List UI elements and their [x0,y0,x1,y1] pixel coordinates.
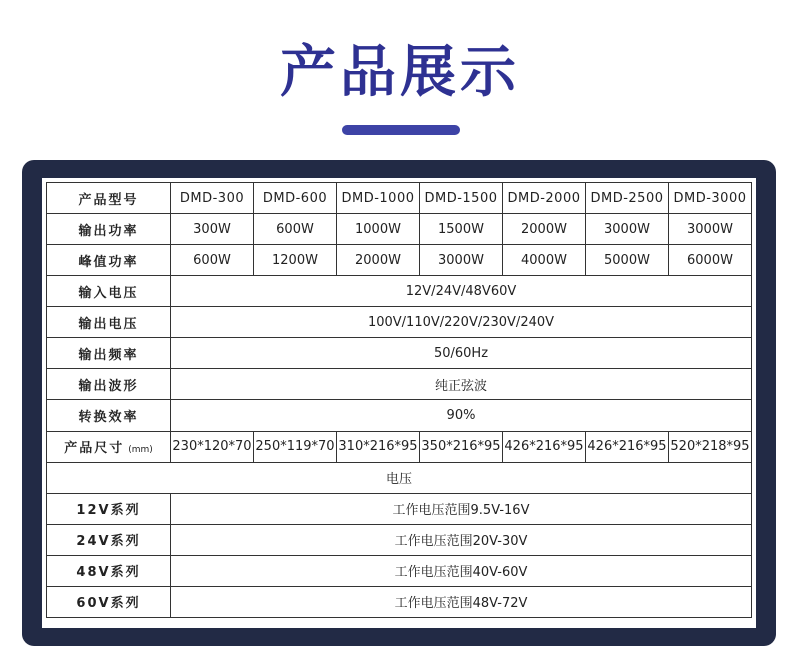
peak-power-cell: 4000W [503,245,586,276]
output-power-cell: 300W [171,214,254,245]
row-label-size [47,431,171,462]
size-cell: 350*216*95 [420,431,503,462]
output-power-cell: 3000W [669,214,752,245]
table-row-output-frequency [47,338,752,369]
table-row-series-12v [47,493,752,524]
size-cell: 426*216*95 [503,431,586,462]
output-power-cell: 2000W [503,214,586,245]
model-cell: DMD-3000 [669,183,752,214]
spec-table [46,182,752,618]
series-range-60v: 工作电压范围48V-72V [171,586,752,617]
row-label-peak-power: 峰值功率 [47,245,171,276]
row-label-series-12v: 12V系列 [47,493,171,524]
table-row-model [47,183,752,214]
table-row-peak-power [47,245,752,276]
row-label-output-power: 输出功率 [47,214,171,245]
peak-power-cell: 2000W [337,245,420,276]
table-row-output-waveform [47,369,752,400]
page-title: 产品展示 [280,40,520,105]
table-row-output-power [47,214,752,245]
row-label-series-60v: 60V系列 [47,586,171,617]
efficiency-value: 90% [171,400,752,431]
peak-power-cell: 6000W [669,245,752,276]
row-label-model: 产品型号 [47,183,171,214]
output-frequency-value: 50/60Hz [171,338,752,369]
row-label-series-48v: 48V系列 [47,555,171,586]
table-row-output-voltage [47,307,752,338]
table-row-voltage-header [47,462,752,493]
table-row-input-voltage [47,276,752,307]
title-underline [342,125,460,135]
size-cell: 310*216*95 [337,431,420,462]
peak-power-cell: 1200W [254,245,337,276]
series-range-48v: 工作电压范围40V-60V [171,555,752,586]
table-row-efficiency [47,400,752,431]
output-waveform-value: 纯正弦波 [171,369,752,400]
model-cell: DMD-300 [171,183,254,214]
model-cell: DMD-2000 [503,183,586,214]
size-cell: 250*119*70 [254,431,337,462]
table-row-series-24v [47,524,752,555]
series-range-12v: 工作电压范围9.5V-16V [171,493,752,524]
size-cell: 520*218*95 [669,431,752,462]
size-cell: 230*120*70 [171,431,254,462]
size-unit: (mm) [128,445,153,456]
model-cell: DMD-2500 [586,183,669,214]
voltage-section-header: 电压 [47,462,752,493]
row-label-output-voltage: 输出电压 [47,307,171,338]
output-power-cell: 600W [254,214,337,245]
size-label-text: 产品尺寸 [64,441,125,457]
input-voltage-value: 12V/24V/48V60V [171,276,752,307]
model-cell: DMD-600 [254,183,337,214]
series-range-24v: 工作电压范围20V-30V [171,524,752,555]
size-cell: 426*216*95 [586,431,669,462]
row-label-output-frequency: 输出频率 [47,338,171,369]
row-label-efficiency: 转换效率 [47,400,171,431]
output-power-cell: 1000W [337,214,420,245]
output-voltage-value: 100V/110V/220V/230V/240V [171,307,752,338]
row-label-input-voltage: 输入电压 [47,276,171,307]
peak-power-cell: 600W [171,245,254,276]
row-label-output-waveform: 输出波形 [47,369,171,400]
table-row-series-60v [47,586,752,617]
peak-power-cell: 5000W [586,245,669,276]
model-cell: DMD-1000 [337,183,420,214]
output-power-cell: 3000W [586,214,669,245]
row-label-series-24v: 24V系列 [47,524,171,555]
model-cell: DMD-1500 [420,183,503,214]
table-row-series-48v [47,555,752,586]
table-row-size [47,431,752,462]
output-power-cell: 1500W [420,214,503,245]
peak-power-cell: 3000W [420,245,503,276]
